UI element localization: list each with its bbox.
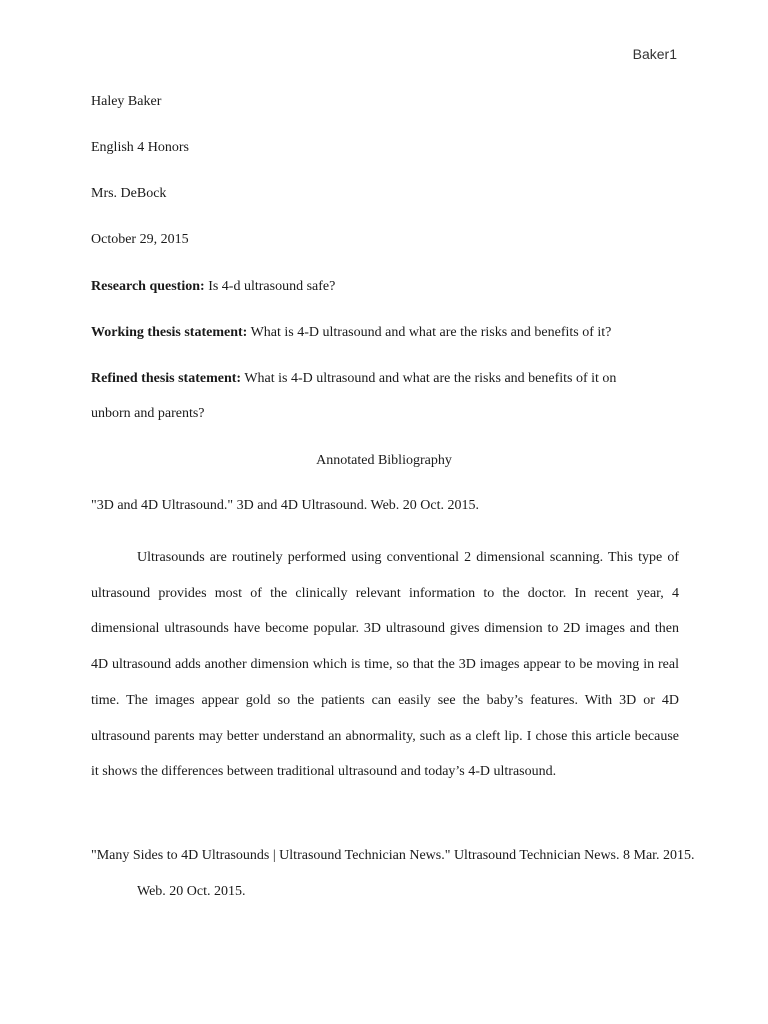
working-thesis-text: What is 4-D ultrasound and what are the risks and benefits of it? (250, 325, 612, 340)
working-thesis (91, 325, 611, 341)
student-name: Haley Baker (91, 94, 162, 109)
annotation-entry-1: Ultrasounds are routinely performed using conventional 2 dimensional scanning. This type of ultrasound provides most of the clinically relevant information to the doctor. In recent year, 4 dimensional ultrasounds have become popular. 3D ultrasound gives dimension to 2D images and then 4D ultrasound adds another dimension which is time, so that the 3D images appear to be moving in real time. The images appear gold so the patients can easily see the baby’s features. With 3D or 4D ultrasound parents may better understand an abnormality, such as a cleft lip. I chose this article because it shows the differences between traditional ultrasound and today’s 4-D ultrasound. (91, 550, 679, 780)
bibliography-title: Annotated Bibliography (316, 453, 452, 468)
teacher-name: Mrs. DeBock (91, 186, 167, 201)
citation-entry-2: "Many Sides to 4D Ultrasounds | Ultrasound Technician News." Ultrasound Technician News. 8 Mar. 2015. Web. 20 Oct. 2015. (91, 848, 695, 899)
refined-thesis-text-1: What is 4-D ultrasound and what are the risks and benefits of it on (244, 371, 617, 386)
research-question-text: Is 4-d ultrasound safe? (208, 279, 336, 294)
course-name: English 4 Honors (91, 140, 189, 155)
research-question-label: Research question: (91, 279, 205, 294)
working-thesis-label: Working thesis statement: (91, 325, 248, 340)
page-header: Baker1 (632, 46, 677, 62)
refined-thesis-label: Refined thesis statement: (91, 371, 242, 386)
refined-thesis (91, 371, 616, 387)
document-date: October 29, 2015 (91, 232, 189, 247)
research-question (91, 279, 335, 295)
refined-thesis-text-2: unborn and parents? (91, 406, 205, 421)
citation-entry-1: "3D and 4D Ultrasound." 3D and 4D Ultrasound. Web. 20 Oct. 2015. (91, 498, 479, 513)
